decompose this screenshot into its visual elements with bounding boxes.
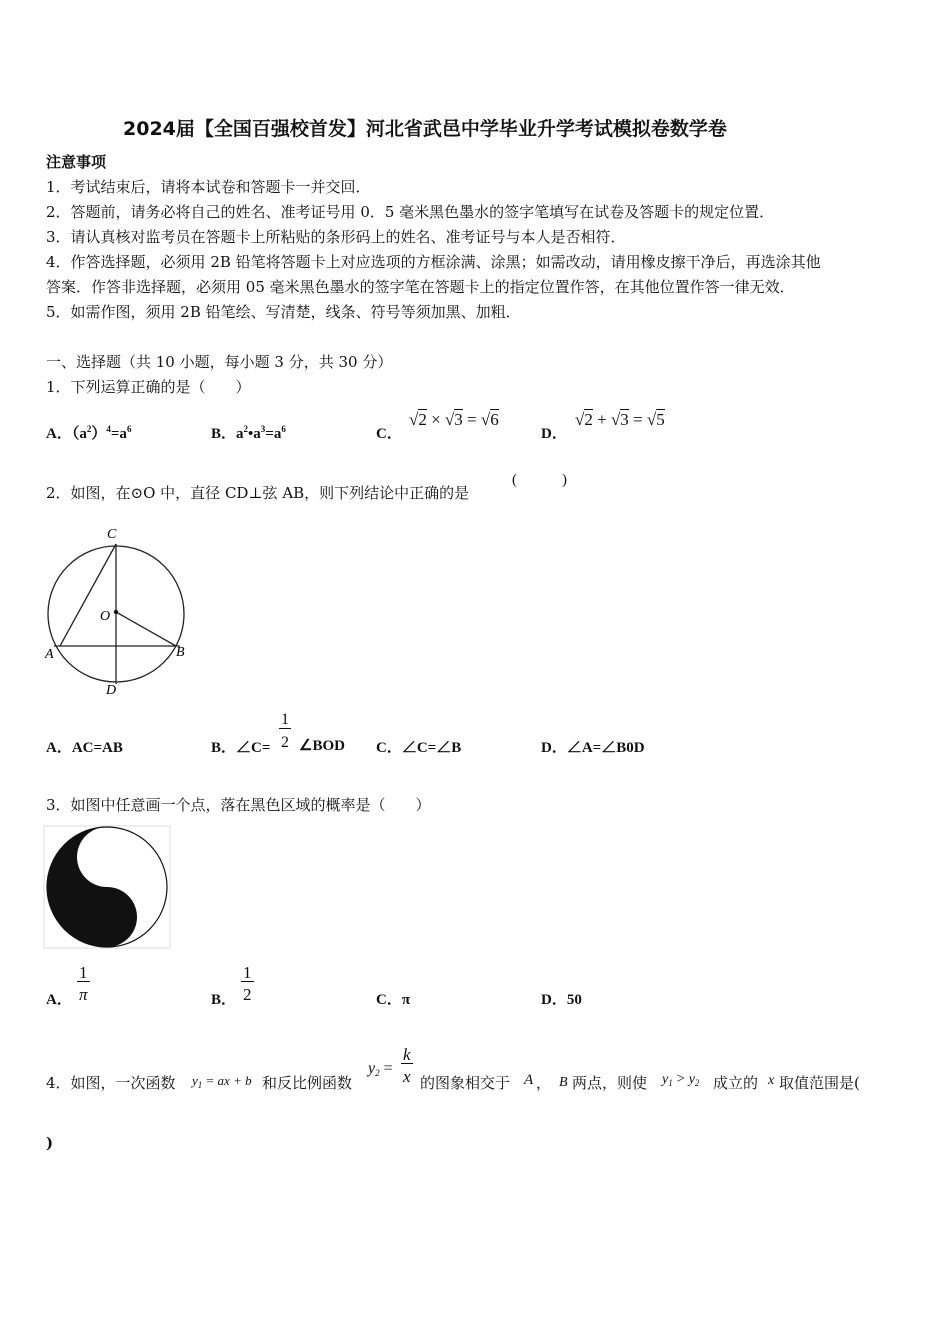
- q1-option-d-label: D．: [541, 426, 567, 442]
- q4-point-a: A: [524, 1072, 534, 1088]
- q2-option-d: D．∠A=∠B0D: [541, 740, 645, 756]
- q4-k-over-x: $\frac{k}{x}$: [403, 1045, 411, 1086]
- q2-option-b-label: B．∠C=: [211, 740, 271, 756]
- q4-linear-function: $y_1$ = ax + b: [192, 1073, 252, 1090]
- label-o: O: [100, 609, 111, 624]
- yin-dot: [96, 846, 118, 868]
- q4-point-b: B: [559, 1075, 568, 1090]
- label-d: D: [106, 683, 117, 698]
- q3-option-b-label: B．: [211, 992, 237, 1008]
- sqrt-icon: √: [610, 410, 621, 429]
- question-3-stem: 3．如图中任意画一个点，落在黑色区域的概率是（ ）: [46, 796, 431, 814]
- q4-y2: $y_2$ =: [368, 1060, 393, 1078]
- question-2-stem: 2．如图，在⊙O 中，直径 CD⊥弦 AB，则下列结论中正确的是: [46, 484, 470, 502]
- label-a: A: [45, 647, 54, 662]
- q1-option-c-label: C．: [376, 426, 402, 442]
- q4-inequality: $y_1 > y_2$: [662, 1071, 700, 1088]
- yang-dot: [96, 906, 118, 928]
- notice-heading: 注意事项: [46, 153, 107, 171]
- q4-variable-x: x: [768, 1073, 775, 1088]
- q4-tail-2: 取值范围是(: [779, 1074, 860, 1092]
- q4-closing-paren: ): [46, 1134, 54, 1152]
- sqrt-icon: √: [646, 410, 657, 429]
- q1-option-b: B．$a^2•a^3=a^6$: [211, 424, 286, 442]
- q4-comma: ，: [536, 1074, 552, 1092]
- sqrt-icon: √: [409, 410, 419, 429]
- q2-option-b-rest: ∠BOD: [299, 738, 345, 754]
- label-c: C: [107, 527, 117, 542]
- notice-item: 1．考试结束后，请将本试卷和答题卡一并交回．: [46, 178, 371, 196]
- notice-item: 2．答题前，请务必将自己的姓名、准考证号用 0．5 毫米黑色墨水的签字笔填写在试卷及答题卡的规定位置．: [46, 203, 775, 221]
- yin-yang-figure: [44, 826, 170, 948]
- notice-item: 3．请认真核对监考员在答题卡上所粘贴的条形码上的姓名、准考证号与本人是否相符．: [46, 228, 626, 246]
- sqrt-icon: √: [480, 410, 491, 429]
- q2-option-a: A．AC=AB: [46, 740, 123, 756]
- q4-two-points: 两点，则使: [572, 1074, 648, 1092]
- page-title: 2024届【全国百强校首发】河北省武邑中学毕业升学考试模拟卷数学卷: [123, 118, 727, 140]
- notice-item: 4．作答选择题，必须用 2B 铅笔将答题卡上对应选项的方框涂满、涂黑；如需改动，请用橡皮擦干净后，再选涂其他: [46, 253, 821, 271]
- q3-option-c: C．π: [376, 992, 411, 1008]
- circle-diagram: [40, 522, 200, 702]
- center-point: [114, 610, 118, 614]
- question-1-stem: 1．下列运算正确的是（ ）: [46, 378, 251, 396]
- notice-item: 5．如需作图，须用 2B 铅笔绘、写清楚，线条、符号等须加黑、加粗．: [46, 303, 521, 321]
- notice-item: 答案．作答非选择题，必须用 05 毫米黑色墨水的签字笔在答题卡上的指定位置作答，在其他位置作答一律无效．: [46, 278, 795, 296]
- section-heading: 一、选择题（共 10 小题，每小题 3 分，共 30 分）: [46, 353, 393, 371]
- segment-ac: [60, 544, 116, 646]
- q3-option-b-fraction: $\frac{1}{2}$: [243, 963, 252, 1004]
- sqrt-icon: √: [575, 410, 585, 429]
- q2-option-b-fraction: $\frac{1}{2}$: [281, 711, 289, 751]
- q1-option-a: A．$(a^2)^4=a^6$: [46, 424, 132, 442]
- q3-option-a-fraction: $\frac{1}{\pi}$: [79, 963, 88, 1004]
- q1-option-d-expr: √2 + √3 = √5: [575, 410, 665, 429]
- q3-option-d: D．50: [541, 992, 582, 1008]
- question-4-prefix: 4．如图，一次函数: [46, 1074, 176, 1092]
- q4-tail-1: 成立的: [713, 1074, 759, 1092]
- q4-mid-text: 和反比例函数: [262, 1074, 353, 1092]
- sqrt-icon: √: [444, 410, 455, 429]
- question-2-paren: ( ): [512, 472, 567, 488]
- q2-option-c: C．∠C=∠B: [376, 740, 462, 756]
- q3-option-a-label: A．: [46, 992, 72, 1008]
- q4-after-text: 的图象相交于: [420, 1074, 511, 1092]
- label-b: B: [176, 645, 185, 660]
- segment-ob: [116, 612, 176, 646]
- q1-option-c-expr: √2 × √3 = √6: [409, 410, 499, 429]
